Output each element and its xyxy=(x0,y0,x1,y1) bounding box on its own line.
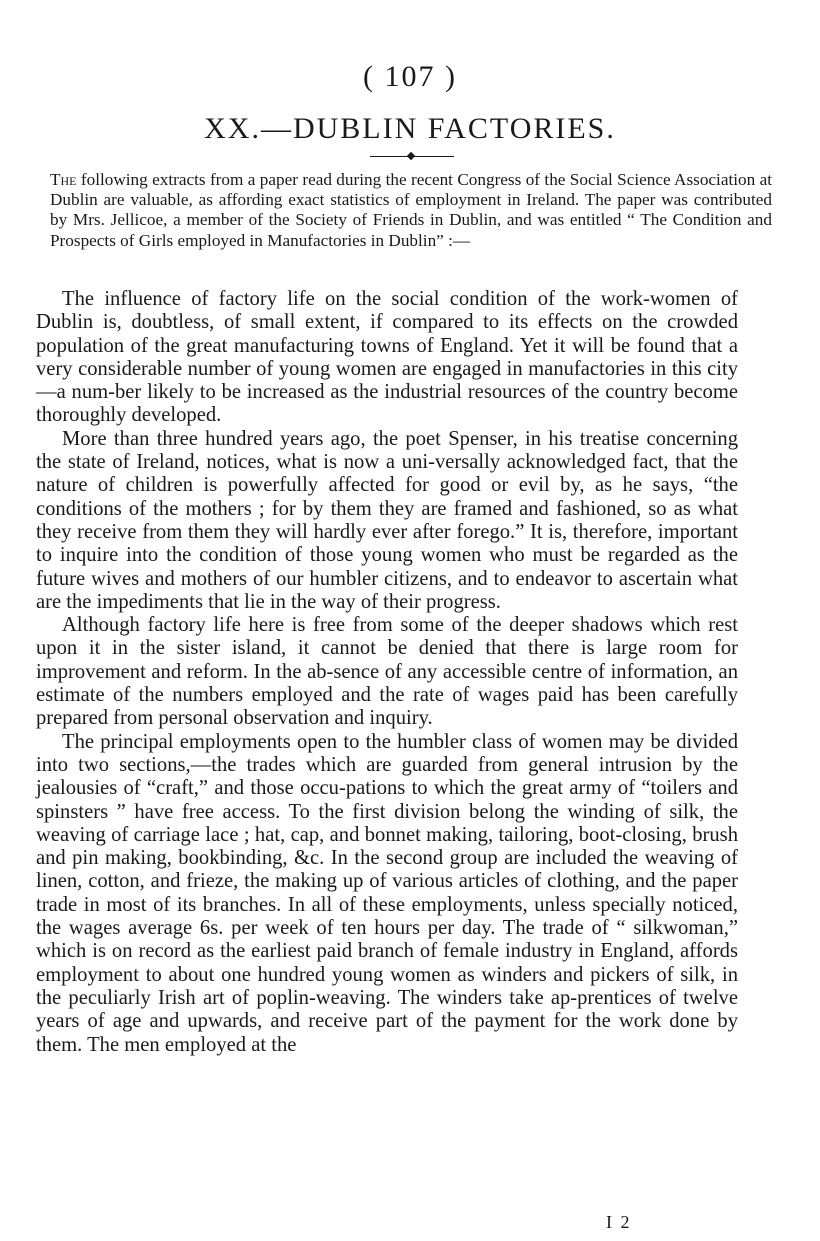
intro-paragraph xyxy=(50,170,772,251)
intro-text: following extracts from a paper read during the recent Congress of the Social Science Association at Dublin are valuable, as affording exact statistics of employment in Ireland. The paper was contributed by Mrs. Jellicoe, a member of the Society of Friends in Dublin, and was entitled “ The Condition and Prospects of Girls employed in Manufactories in Dublin” :— xyxy=(50,170,772,250)
signature-mark: I 2 xyxy=(606,1212,632,1232)
title-ornament-divider xyxy=(370,152,454,162)
page-number: ( 107 ) xyxy=(363,60,457,93)
paragraph-1: The influence of factory life on the social condition of the work-women of Dublin is, doubtless, of small extent, if compared to its effects on the crowded population of the great manufacturing towns of England. Yet it will be found that a very considerable number of young women are engaged in manufactories in this city—a num-ber likely to be increased as the industrial resources of the country become thoroughly developed. xyxy=(36,288,738,427)
paragraph-2: More than three hundred years ago, the poet Spenser, in his treatise concerning the state of Ireland, notices, what is now a uni-versally acknowledged fact, that the nature of children is powerfully affected for good or evil by, as he says, “the conditions of the mothers ; for by them they are framed and fashioned, so as what they receive from them they will hardly ever after forego.” It is, therefore, important to inquire into the condition of those young women who must be regarded as the future wives and mothers of our humbler citizens, and to endeavor to ascertain what are the impediments that lie in the way of their progress. xyxy=(36,427,738,613)
intro-first-word: The xyxy=(50,170,77,189)
paragraph-4: The principal employments open to the humbler class of women may be divided into two sections,—the trades which are guarded from general intrusion by the jealousies of “craft,” and those occu-pations to which the great army of “toilers and spinsters ” have free access. To the first division belong the winding of silk, the weaving of carriage lace ; hat, cap, and bonnet making, tailoring, boot-closing, brush and pin making, bookbinding, &c. In the second group are included the weaving of linen, cotton, and frieze, the making up of various articles of clothing, and the paper trade in most of its branches. In all of these employments, unless specially noticed, the wages average 6s. per week of ten hours per day. The trade of “ silkwoman,” which is on record as the earliest paid branch of female industry in England, affords employment to about one hundred young women as winders and pickers of silk, in the peculiarly Irish art of poplin-weaving. The winders take ap-prentices of twelve years of age and upwards, and receive part of the payment for the work done by them. The men employed at the xyxy=(36,730,738,1056)
body-text xyxy=(36,288,738,1057)
chapter-title: XX.—DUBLIN FACTORIES. xyxy=(204,112,616,145)
paragraph-3: Although factory life here is free from some of the deeper shadows which rest upon it in the sister island, it cannot be denied that there is large room for improvement and reform. In the ab-sence of any accessible centre of information, an estimate of the numbers employed and the rate of wages paid has been carefully prepared from personal observation and inquiry. xyxy=(36,614,738,730)
